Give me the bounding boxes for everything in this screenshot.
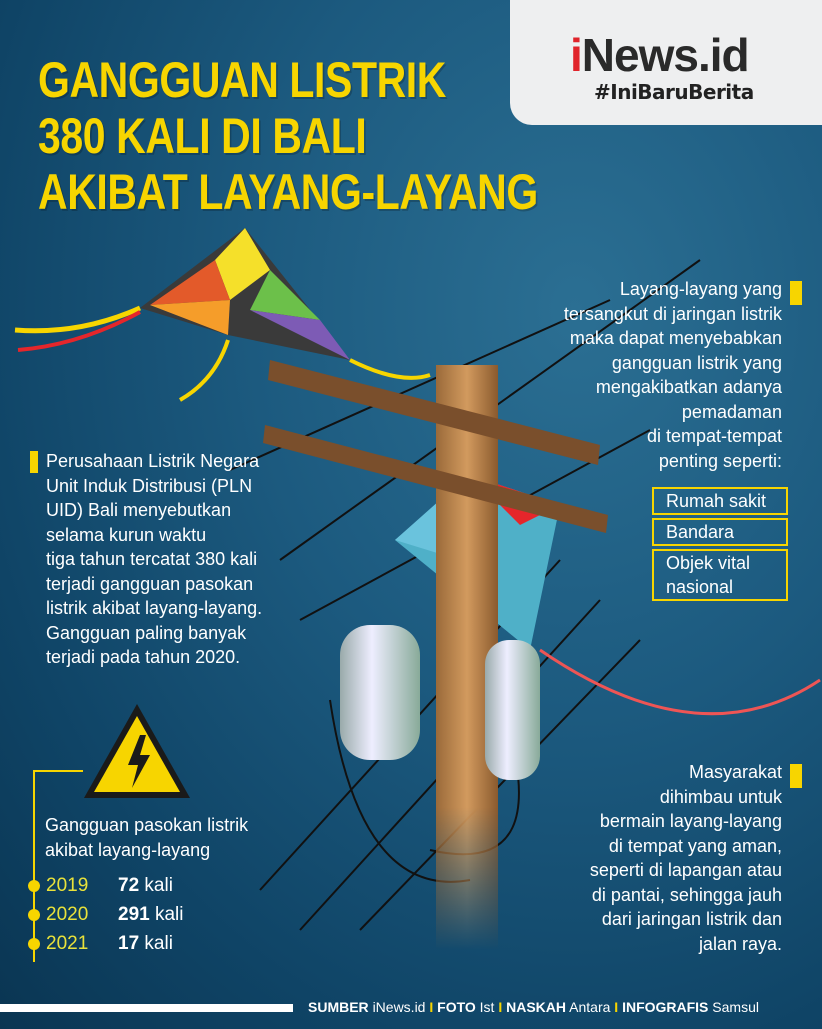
stat-number: 17 — [118, 933, 140, 954]
text-line: selama kurun waktu — [46, 524, 207, 545]
text-line: UID) Bali menyebutkan — [46, 500, 232, 520]
page-title — [38, 52, 538, 220]
kite — [15, 228, 430, 400]
text-line: bermain layang-layang — [599, 811, 782, 831]
title-line: AKIBAT LAYANG-LAYANG — [38, 164, 538, 220]
text-line: penting seperti: — [658, 450, 782, 471]
credit-key: FOTO — [437, 999, 476, 1015]
credit-value: Antara — [569, 999, 611, 1015]
footer-bar — [0, 1004, 293, 1012]
text-line: terjadi gangguan pasokan — [46, 573, 254, 594]
stats-label — [45, 813, 285, 862]
text-line: di tempat-tempat — [646, 426, 782, 446]
text-line: dihimbau untuk — [659, 786, 782, 807]
stat-unit: kali — [154, 904, 184, 925]
text-line: Layang-layang yang — [619, 279, 782, 299]
logo-text: News.id — [581, 29, 749, 81]
text-line: listrik akibat layang-layang. — [46, 598, 263, 618]
timeline-line — [33, 770, 35, 962]
timeline-branch — [33, 770, 83, 772]
text-line: di tempat yang aman, — [608, 835, 782, 856]
credit-key: NASKAH — [506, 999, 567, 1015]
stat-value — [118, 875, 173, 897]
separator: I — [429, 999, 434, 1015]
text-line: pemadaman — [681, 401, 782, 422]
accent-marker — [790, 764, 802, 788]
stat-value — [118, 933, 173, 955]
brand-logo-box — [510, 0, 822, 125]
place-box: Bandara — [652, 518, 788, 546]
text-line: jalan raya. — [698, 933, 782, 954]
text-line: Perusahaan Listrik Negara — [46, 451, 260, 471]
text-line: Gangguan pasokan listrik — [45, 815, 249, 835]
accent-marker — [790, 281, 802, 305]
credit-key: INFOGRAFIS — [622, 999, 709, 1015]
credit-key: SUMBER — [308, 999, 369, 1015]
text-line: di pantai, sehingga jauh — [591, 884, 782, 905]
text-line: dari jaringan listrik dan — [601, 909, 782, 929]
right-paragraph — [482, 277, 782, 473]
stat-number: 72 — [118, 875, 140, 896]
stat-unit: kali — [144, 875, 173, 896]
title-line: 380 KALI DI BALI — [38, 108, 367, 164]
text-line: tersangkut di jaringan listrik — [563, 303, 782, 324]
timeline-dot — [28, 938, 40, 950]
brand-logo — [570, 28, 749, 82]
credits — [308, 999, 759, 1015]
advice-paragraph — [522, 760, 782, 956]
text-line: Unit Induk Distribusi (PLN — [46, 475, 253, 496]
logo-i: i — [570, 29, 582, 81]
timeline-dot — [28, 909, 40, 921]
text-line: tiga tahun tercatat 380 kali — [46, 549, 258, 569]
warning-sign-icon — [84, 704, 190, 798]
title-line: GANGGUAN LISTRIK — [38, 52, 446, 108]
stat-value — [118, 904, 184, 926]
text-line: mengakibatkan adanya — [595, 377, 782, 397]
stat-year: 2021 — [46, 933, 89, 954]
stat-unit: kali — [144, 933, 173, 954]
stat-year: 2019 — [46, 875, 89, 896]
text-line: terjadi pada tahun 2020. — [46, 647, 241, 667]
text-line: Masyarakat — [688, 762, 782, 782]
text-line: maka dapat menyebabkan — [569, 328, 782, 348]
text-line: gangguan listrik yang — [611, 352, 782, 373]
credit-value: iNews.id — [372, 999, 426, 1015]
text-line: akibat layang-layang — [45, 839, 211, 860]
separator: I — [498, 999, 503, 1015]
text-line: Gangguan paling banyak — [46, 622, 247, 643]
stat-number: 291 — [118, 904, 150, 925]
stat-year: 2020 — [46, 904, 89, 925]
brand-tagline: #IniBaruBerita — [594, 80, 754, 104]
text-line: seperti di lapangan atau — [589, 860, 782, 880]
credit-value: Ist — [479, 999, 495, 1015]
timeline-dot — [28, 880, 40, 892]
separator: I — [614, 999, 619, 1015]
place-box: Objek vital nasional — [652, 549, 788, 601]
credit-value: Samsul — [712, 999, 759, 1015]
accent-marker — [30, 451, 38, 473]
left-paragraph — [46, 449, 306, 670]
place-box: Rumah sakit — [652, 487, 788, 515]
